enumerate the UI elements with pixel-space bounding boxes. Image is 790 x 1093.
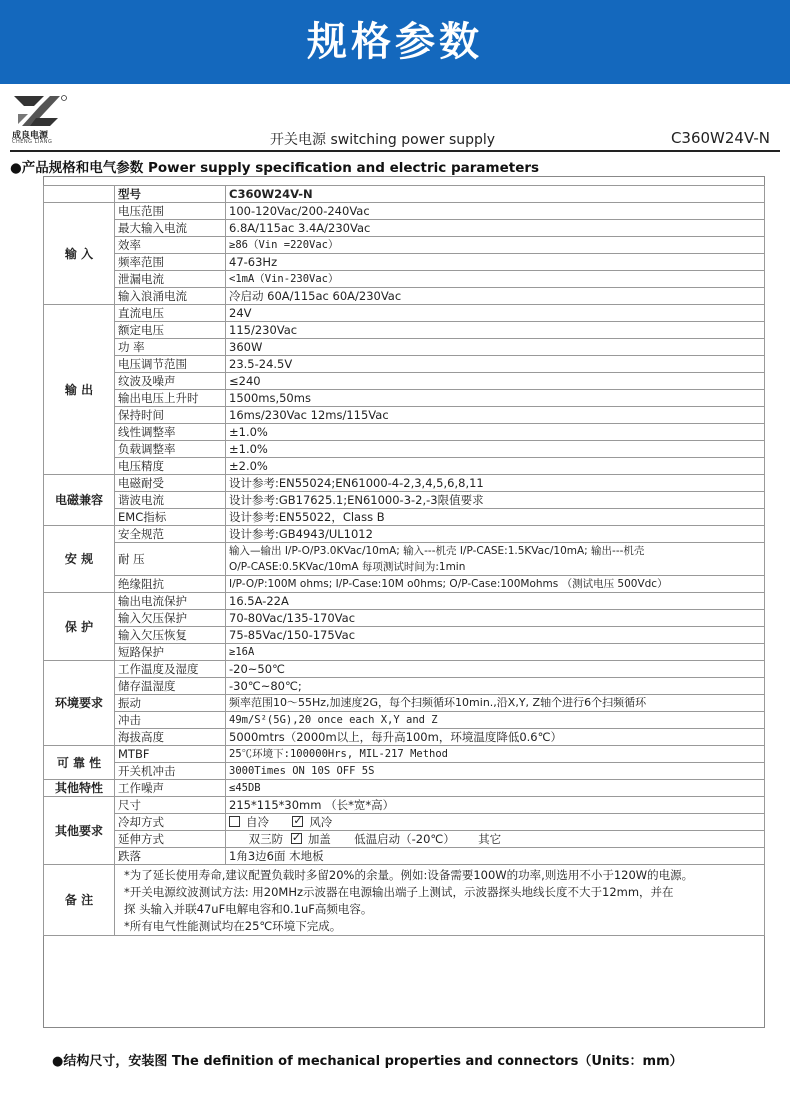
table-row [44, 441, 765, 458]
item-label: 冷却方式 [115, 814, 226, 831]
spec-table [43, 185, 765, 936]
item-label: 延伸方式 [115, 831, 226, 848]
item-label: 耐 压 [115, 543, 226, 576]
table-row [44, 458, 765, 475]
item-label: 工作温度及湿度 [115, 661, 226, 678]
table-row [44, 271, 765, 288]
table-row [44, 576, 765, 593]
category-output: 输 出 [44, 305, 115, 475]
table-row [44, 610, 765, 627]
item-label: 负载调整率 [115, 441, 226, 458]
item-value: -30℃~80℃; [226, 678, 765, 695]
conformal-coating-label: 双三防 [248, 832, 284, 846]
item-label: 电压精度 [115, 458, 226, 475]
fan-cooling-checkbox[interactable] [292, 816, 303, 827]
table-row [44, 712, 765, 729]
item-label: 尺寸 [115, 797, 226, 814]
document-model: C360W24V-N [670, 129, 770, 147]
item-value: -20~50℃ [226, 661, 765, 678]
table-row [44, 695, 765, 712]
table-row [44, 661, 765, 678]
table-row [44, 237, 765, 254]
logo-subtitle: CHENG LIANG [12, 139, 53, 145]
item-label: 储存温湿度 [115, 678, 226, 695]
note-line: *为了延长使用寿命,建议配置负载时多留20%的余量。例如:设备需要100W的功率,则选用不小于120W的电源。 [124, 868, 694, 882]
item-label: 泄漏电流 [115, 271, 226, 288]
item-label: 海拔高度 [115, 729, 226, 746]
table-row [44, 526, 765, 543]
item-label: 额定电压 [115, 322, 226, 339]
category-emc: 电磁兼容 [44, 475, 115, 526]
item-label: 输出电流保护 [115, 593, 226, 610]
category-reliability: 可 靠 性 [44, 746, 115, 780]
fan-cooling-label: 风冷 [309, 815, 333, 829]
item-label: 电磁耐受 [115, 475, 226, 492]
item-value: ≤45DB [226, 780, 765, 797]
item-value: 1500ms,50ms [226, 390, 765, 407]
table-row [44, 339, 765, 356]
table-row [44, 305, 765, 322]
item-label: 输入浪涌电流 [115, 288, 226, 305]
note-line: *开关电源纹波测试方法: 用20MHz示波器在电源输出端子上测试，示波器探头地线长度不大于12mm，并在 [124, 885, 674, 899]
withstand-line-1: 输入—输出 I/P-O/P3.0KVac/10mA; 输入---机壳 I/P-CASE:1.5KVac/10mA; 输出---机壳 [229, 545, 645, 557]
item-label: MTBF [115, 746, 226, 763]
item-label: 最大输入电流 [115, 220, 226, 237]
item-value: 16ms/230Vac 12ms/115Vac [226, 407, 765, 424]
item-value: 1角3边6面 木地板 [226, 848, 765, 865]
table-row [44, 203, 765, 220]
page-banner: 规格参数 [0, 0, 790, 84]
category-protection: 保 护 [44, 593, 115, 661]
item-value: ≤240 [226, 373, 765, 390]
item-label: 振动 [115, 695, 226, 712]
table-row [44, 356, 765, 373]
item-label: 保持时间 [115, 407, 226, 424]
item-value: ±1.0% [226, 441, 765, 458]
item-value: 23.5-24.5V [226, 356, 765, 373]
item-label: EMC指标 [115, 509, 226, 526]
table-row [44, 390, 765, 407]
document-title: 开关电源 switching power supply [270, 132, 496, 148]
table-row [44, 678, 765, 695]
table-row [44, 220, 765, 237]
item-label: 谐波电流 [115, 492, 226, 509]
cooling-options [226, 814, 765, 831]
item-value [226, 543, 765, 576]
item-label: 跌落 [115, 848, 226, 865]
table-row [44, 865, 765, 936]
item-value: 设计参考:EN55024;EN61000-4-2,3,4,5,6,8,11 [226, 475, 765, 492]
item-label: 输入欠压保护 [115, 610, 226, 627]
table-row [44, 254, 765, 271]
item-value: ±1.0% [226, 424, 765, 441]
category-other-requirements: 其他要求 [44, 797, 115, 865]
item-value: 设计参考:GB4943/UL1012 [226, 526, 765, 543]
section-heading-spec: ●产品规格和电气参数 Power supply specification and electric parameters [10, 160, 540, 176]
table-row [44, 763, 765, 780]
self-cooling-checkbox[interactable] [229, 816, 240, 827]
note-line: 探 头输入并联47uF电解电容和0.1uF高频电容。 [124, 902, 373, 916]
table-row [44, 746, 765, 763]
item-value: I/P-O/P:100M ohms; I/P-Case:10M o0hms; O/P-Case:100Mohms （测试电压 500Vdc） [226, 576, 765, 593]
table-row [44, 797, 765, 814]
item-value: 5000mtrs（2000m以上，每升高100m，环境温度降低0.6℃） [226, 729, 765, 746]
item-label: 电压调节范围 [115, 356, 226, 373]
item-value: 设计参考:EN55022，Class B [226, 509, 765, 526]
item-label: 频率范围 [115, 254, 226, 271]
item-label: 功 率 [115, 339, 226, 356]
item-label: 线性调整率 [115, 424, 226, 441]
item-value: 70-80Vac/135-170Vac [226, 610, 765, 627]
item-value: 360W [226, 339, 765, 356]
item-label: 绝缘阻抗 [115, 576, 226, 593]
withstand-line-2: O/P-CASE:0.5KVac/10mA 每项测试时间为:1min [229, 561, 466, 573]
item-value: 频率范围10～55Hz,加速度2G，每个扫频循环10min.,沿X,Y, Z轴个进行6个扫频循环 [226, 695, 765, 712]
category-safety: 安 规 [44, 526, 115, 593]
item-value: 3000Times ON 10S OFF 5S [226, 763, 765, 780]
item-label: 冲击 [115, 712, 226, 729]
category-input: 输 入 [44, 203, 115, 305]
item-value: ±2.0% [226, 458, 765, 475]
model-label: 型号 [115, 186, 226, 203]
item-label: 电压范围 [115, 203, 226, 220]
table-row [44, 814, 765, 831]
item-value: 115/230Vac [226, 322, 765, 339]
item-value: 25℃环境下:100000Hrs, MIL-217 Method [226, 746, 765, 763]
table-row [44, 627, 765, 644]
other-option-label: 其它 [478, 832, 502, 846]
item-label: 短路保护 [115, 644, 226, 661]
table-row [44, 644, 765, 661]
extension-options [226, 831, 765, 848]
cover-checkbox[interactable] [291, 833, 302, 844]
item-value: 16.5A-22A [226, 593, 765, 610]
category-notes: 备 注 [44, 865, 115, 936]
item-value: 设计参考:GB17625.1;EN61000-3-2,-3限值要求 [226, 492, 765, 509]
table-cell [44, 186, 115, 203]
table-row [44, 509, 765, 526]
table-row [44, 373, 765, 390]
model-value: C360W24V-N [226, 186, 765, 203]
table-row [44, 288, 765, 305]
section-heading-mechanical: ●结构尺寸，安装图 The definition of mechanical properties and connectors（Units：mm） [52, 1054, 683, 1069]
item-label: 输入欠压恢复 [115, 627, 226, 644]
logo-name: 成良电源 [12, 131, 49, 141]
item-label: 安全规范 [115, 526, 226, 543]
header-divider [10, 150, 780, 152]
item-value: 49m/S²(5G),20 once each X,Y and Z [226, 712, 765, 729]
item-value: 47-63Hz [226, 254, 765, 271]
item-value: 75-85Vac/150-175Vac [226, 627, 765, 644]
item-value: <1mA（Vin-230Vac） [226, 271, 765, 288]
item-label: 直流电压 [115, 305, 226, 322]
table-row [44, 407, 765, 424]
item-label: 效率 [115, 237, 226, 254]
item-value: 215*115*30mm （长*宽*高） [226, 797, 765, 814]
self-cooling-label: 自冷 [246, 815, 269, 829]
item-value: 6.8A/115ac 3.4A/230Vac [226, 220, 765, 237]
item-value: ≥86（Vin =220Vac） [226, 237, 765, 254]
category-other-features: 其他特性 [44, 780, 115, 797]
item-value: 100-120Vac/200-240Vac [226, 203, 765, 220]
item-value: 24V [226, 305, 765, 322]
low-temp-start-label: 低温启动（-20℃） [354, 832, 455, 846]
table-row [44, 186, 765, 203]
note-line: *所有电气性能测试均在25℃环境下完成。 [124, 919, 342, 933]
table-row [44, 831, 765, 848]
item-label: 输出电压上升时 [115, 390, 226, 407]
category-environment: 环境要求 [44, 661, 115, 746]
item-label: 开关机冲击 [115, 763, 226, 780]
table-row [44, 475, 765, 492]
table-row [44, 593, 765, 610]
table-row [44, 543, 765, 576]
item-value: ≥16A [226, 644, 765, 661]
table-row [44, 729, 765, 746]
item-label: 纹波及噪声 [115, 373, 226, 390]
cover-label: 加盖 [307, 832, 331, 846]
table-row [44, 780, 765, 797]
item-value: 冷启动 60A/115ac 60A/230Vac [226, 288, 765, 305]
notes-cell [115, 865, 765, 936]
table-row [44, 848, 765, 865]
item-label: 工作噪声 [115, 780, 226, 797]
table-row [44, 424, 765, 441]
table-row [44, 322, 765, 339]
table-row [44, 492, 765, 509]
